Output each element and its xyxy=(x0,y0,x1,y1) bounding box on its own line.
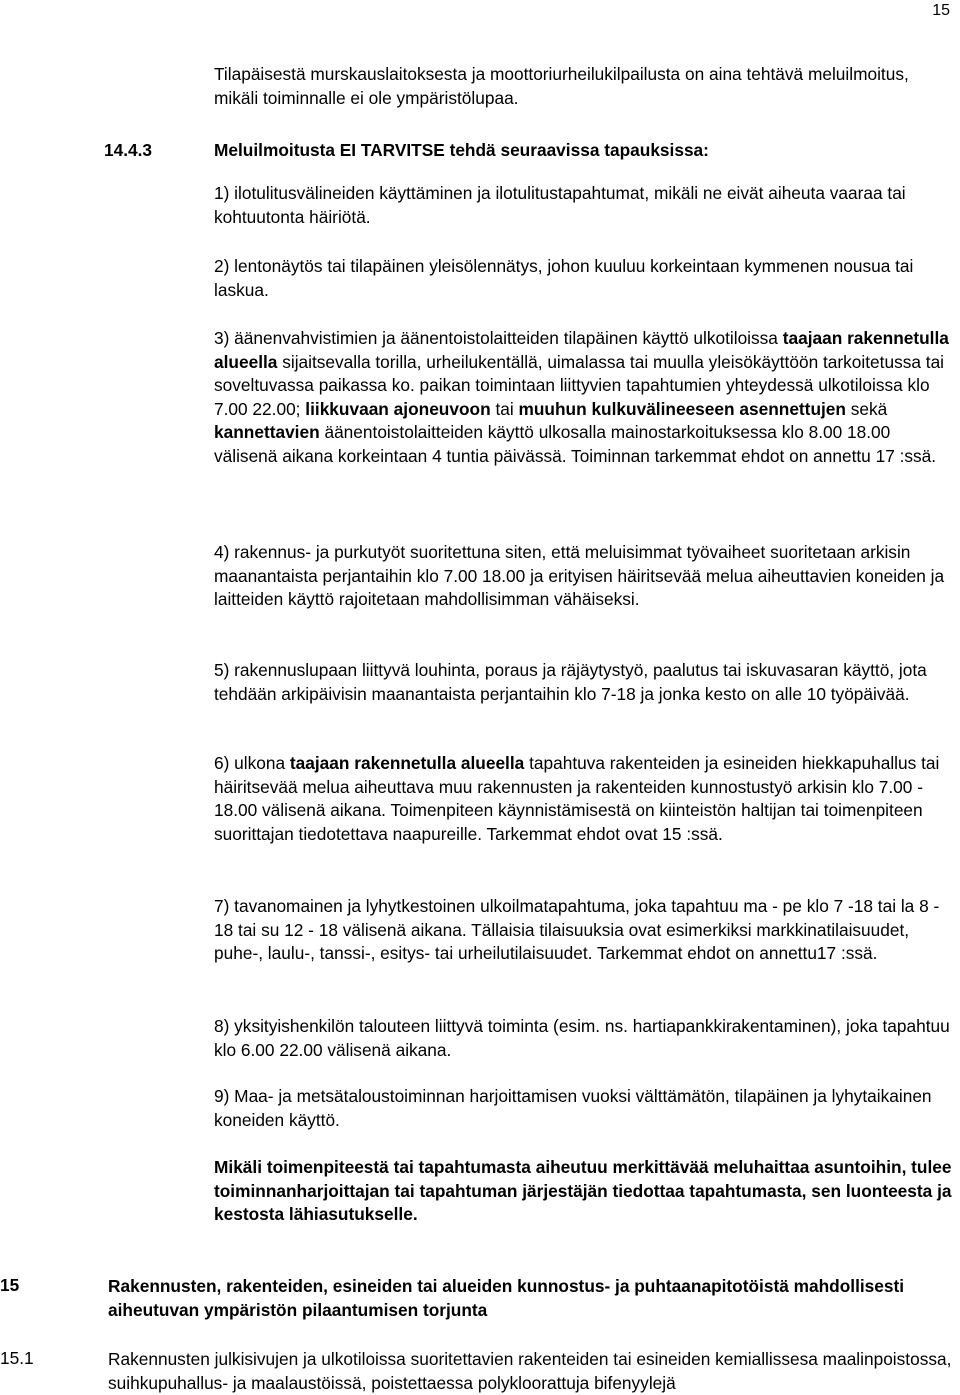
list-item-5: 5) rakennuslupaan liittyvä louhinta, poraus ja räjäytystyö, paalutus tai iskuvasaran käyttö, jota tehdään arkipäivisin maanantaista perjantaihin klo 7-18 ja jonka kesto on alle 10 työpäivää. xyxy=(214,660,927,704)
list-item-8: 8) yksityishenkilön talouteen liittyvä toiminta (esim. ns. hartiapankkirakentaminen), joka tapahtuu klo 6.00 22.00 välisenä aikana. xyxy=(214,1016,950,1060)
section-number: 14.4.3 xyxy=(104,140,153,160)
list-item-3: 3) äänenvahvistimien ja äänentoistolaitteiden tilapäinen käyttö ulkotiloissa taajaan rakennetulla alueella sijaitsevalla torilla, urheilukentällä, uimalassa tai muulla yleisökäyttöön tarkoitetussa tai soveltuvassa paikassa ko. paikan toimintaan liittyvien tapahtumien yhteydessä ulkotiloissa klo 7.00 22.00; liikkuvaan ajoneuvoon tai muuhun kulkuvälineeseen asennettujen sekä kannettavien äänentoistolaitteiden käyttö ulkosalla mainostarkoituksessa klo 8.00 18.00 välisenä aikana korkeintaan 4 tuntia päivässä. Toiminnan tarkemmat ehdot on annettu 17 :ssä. xyxy=(214,328,949,466)
list-item-4: 4) rakennus- ja purkutyöt suoritettuna siten, että meluisimmat työvaiheet suoritetaan arkisin maanantaista perjantaihin klo 7.00 18.00 ja erityisen häiritsevää melua aiheuttavien koneiden ja laitteiden käyttö rajoitetaan mahdollisimman vähäiseksi. xyxy=(214,542,945,609)
subsection-number: 15.1 xyxy=(0,1348,34,1368)
page-number: 15 xyxy=(932,2,950,19)
chapter-number: 15 xyxy=(0,1275,20,1295)
list-item-7: 7) tavanomainen ja lyhytkestoinen ulkoilmatapahtuma, joka tapahtuu ma - pe klo 7 -18 tai la 8 - 18 tai su 12 - 18 välisenä aikana. Tällaisia tilaisuuksia ovat esimerkiksi markkinatilaisuudet, puhe-, laulu-, tanssi-, esitys- tai urheilutilaisuudet. Tarkemmat ehdot on annettu17 :ssä. xyxy=(214,896,940,963)
notice-paragraph: Mikäli toimenpiteestä tai tapahtumasta aiheutuu merkittävää meluhaittaa asuntoihin, tulee toiminnanharjoittajan tai tapahtuman järjestäjän tiedottaa tapahtumasta, sen luonteesta ja kestosta lähiasutukselle. xyxy=(214,1157,952,1224)
chapter-title: Rakennusten, rakenteiden, esineiden tai alueiden kunnostus- ja puhtaanapitotöistä mahdollisesti aiheutuvan ympäristön pilaantumisen torjunta xyxy=(108,1276,905,1320)
section-title: Meluilmoitusta EI TARVITSE tehdä seuraavissa tapauksissa: xyxy=(214,140,709,160)
list-item-6: 6) ulkona taajaan rakennetulla alueella tapahtuva rakenteiden ja esineiden hiekkapuhallus tai häiritsevää melua aiheuttava muu rakennusten ja rakenteiden kunnostustyö arkisin klo 7.00 - 18.00 välisenä aikana. Toimenpiteen käynnistämisestä on kiinteistön haltijan tai toimenpiteen suorittajan tiedotettava naapureille. Tarkemmat ehdot ovat 15 :ssä. xyxy=(214,753,940,844)
list-item-9: 9) Maa- ja metsätaloustoiminnan harjoittamisen vuoksi välttämätön, tilapäinen ja lyhytaikainen koneiden käyttö. xyxy=(214,1086,932,1130)
intro-paragraph: Tilapäisestä murskauslaitoksesta ja moottoriurheilukilpailusta on aina tehtävä meluilmoitus, mikäli toiminnalle ei ole ympäristölupaa. xyxy=(214,64,909,108)
list-item-1: 1) ilotulitusvälineiden käyttäminen ja ilotulitustapahtumat, mikäli ne eivät aiheuta vaaraa tai kohtuutonta häiriötä. xyxy=(214,183,906,227)
subsection-text: Rakennusten julkisivujen ja ulkotiloissa suoritettavien rakenteiden tai esineiden kemiallissesa maalinpoistossa, suihkupuhallus- ja maalaustöissä, poistettaessa polykloorattuja bifenyylejä xyxy=(108,1349,952,1393)
list-item-2: 2) lentonäytös tai tilapäinen yleisölennätys, johon kuuluu korkeintaan kymmenen nousua tai laskua. xyxy=(214,256,914,300)
